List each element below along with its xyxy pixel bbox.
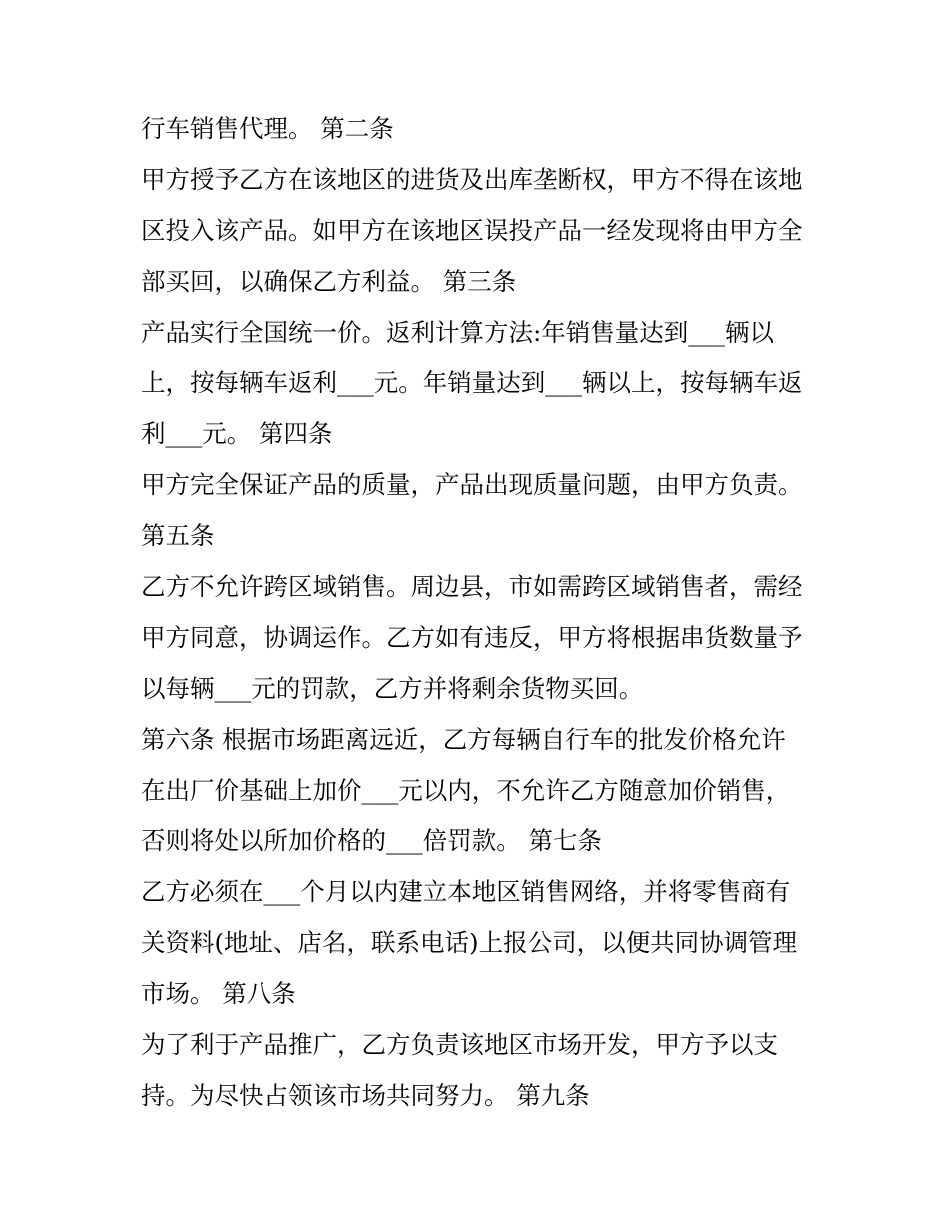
text-line: 第五条 — [141, 521, 215, 551]
text-line: 甲方授予乙方在该地区的进货及出库垄断权，甲方不得在该地 — [141, 164, 803, 194]
text-line: 市场。 第八条 — [141, 979, 296, 1009]
text-line: 甲方完全保证产品的质量，产品出现质量问题，由甲方负责。 — [141, 470, 803, 500]
text-line: 以每辆___元的罚款，乙方并将剩余货物买回。 — [141, 673, 644, 703]
text-line: 甲方同意，协调运作。乙方如有违反，甲方将根据串货数量予 — [141, 622, 803, 652]
text-line: 在出厂价基础上加价___元以内，不允许乙方随意加价销售， — [141, 775, 791, 805]
text-line: 乙方不允许跨区域销售。周边县，市如需跨区域销售者，需经 — [141, 572, 803, 602]
text-line: 持。为尽快占领该市场共同努力。 第九条 — [141, 1080, 590, 1110]
text-line: 上，按每辆车返利___元。年销量达到___辆以上，按每辆车返 — [141, 368, 803, 398]
text-line: 部买回，以确保乙方利益。 第三条 — [141, 266, 517, 296]
text-line: 行车销售代理。 第二条 — [141, 114, 394, 143]
text-line: 乙方必须在___个月以内建立本地区销售网络，并将零售商有 — [141, 877, 791, 907]
text-line: 产品实行全国统一价。返利计算方法:年销售量达到___辆以 — [141, 317, 775, 347]
text-line: 利___元。 第四条 — [141, 419, 333, 449]
document-body — [141, 104, 831, 1122]
text-line: 关资料(地址、店名，联系电话)上报公司，以便共同协调管理 — [141, 928, 798, 958]
text-line: 区投入该产品。如甲方在该地区误投产品一经发现将由甲方全 — [141, 215, 803, 245]
text-line: 为了利于产品推广，乙方负责该地区市场开发，甲方予以支 — [141, 1030, 778, 1060]
text-line: 否则将处以所加价格的___倍罚款。 第七条 — [141, 826, 603, 856]
text-line: 第六条 根据市场距离远近，乙方每辆自行车的批发价格允许 — [141, 724, 786, 754]
